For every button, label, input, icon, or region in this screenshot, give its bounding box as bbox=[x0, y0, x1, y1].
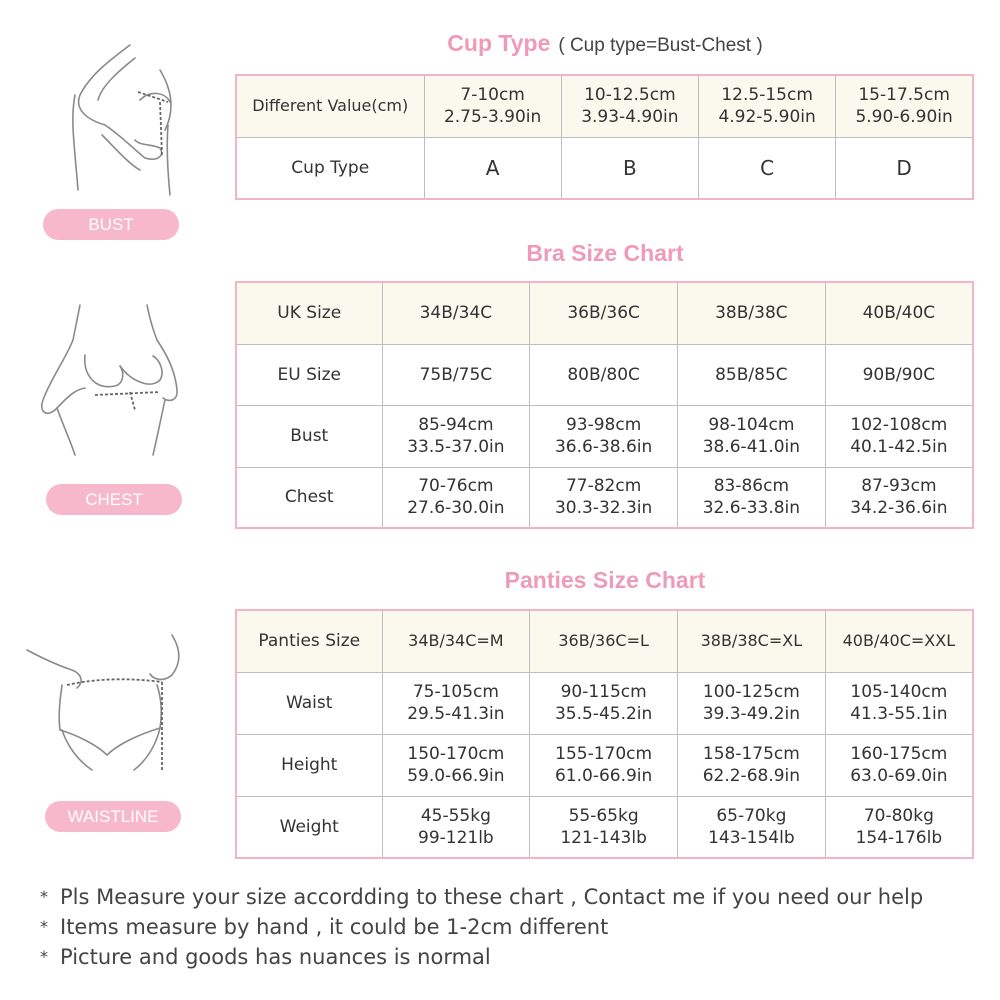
table-cell: D bbox=[836, 137, 973, 199]
table-row bbox=[236, 672, 973, 734]
table-cell: 40B/40C=XXL bbox=[825, 610, 973, 672]
table-cell: 85B/85C bbox=[678, 344, 826, 405]
table-row bbox=[236, 282, 973, 344]
note-item: * Picture and goods has nuances is normal bbox=[40, 942, 923, 972]
table-row bbox=[236, 467, 973, 528]
table-row bbox=[236, 137, 973, 199]
table-row bbox=[236, 344, 973, 405]
table-cell: 75B/75C bbox=[382, 344, 530, 405]
table-cell: 85-94cm 33.5-37.0in bbox=[382, 405, 530, 467]
row-label: Different Value(cm) bbox=[236, 75, 424, 137]
table-cell: 38B/38C bbox=[678, 282, 826, 344]
table-row bbox=[236, 734, 973, 796]
cup-type-subtitle: ( Cup type=Bust-Chest ) bbox=[558, 35, 763, 56]
table-cell: 38B/38C=XL bbox=[678, 610, 826, 672]
table-cell: 55-65kg 121-143lb bbox=[530, 796, 678, 858]
table-cell: 15-17.5cm 5.90-6.90in bbox=[836, 75, 973, 137]
table-row bbox=[236, 405, 973, 467]
table-cell: 70-80kg 154-176lb bbox=[825, 796, 973, 858]
table-cell: C bbox=[699, 137, 836, 199]
bust-badge: BUST bbox=[43, 209, 179, 240]
note-item: * Items measure by hand , it could be 1-2cm different bbox=[40, 912, 923, 942]
table-cell: 34B/34C bbox=[382, 282, 530, 344]
row-label: Bust bbox=[236, 405, 382, 467]
table-cell: 7-10cm 2.75-3.90in bbox=[424, 75, 561, 137]
bust-measure-figure bbox=[40, 40, 190, 200]
table-cell: 40B/40C bbox=[825, 282, 973, 344]
row-label: Height bbox=[236, 734, 382, 796]
table-row bbox=[236, 75, 973, 137]
panties-size-title: Panties Size Chart bbox=[504, 567, 706, 593]
table-cell: 160-175cm 63.0-69.0in bbox=[825, 734, 973, 796]
table-cell: 70-76cm 27.6-30.0in bbox=[382, 467, 530, 528]
table-cell: 87-93cm 34.2-36.6in bbox=[825, 467, 973, 528]
bra-size-title: Bra Size Chart bbox=[526, 240, 684, 266]
table-cell: 36B/36C bbox=[530, 282, 678, 344]
notes-list bbox=[40, 882, 923, 972]
bra-size-table bbox=[235, 281, 974, 529]
table-cell: 77-82cm 30.3-32.3in bbox=[530, 467, 678, 528]
table-cell: 105-140cm 41.3-55.1in bbox=[825, 672, 973, 734]
row-label: Panties Size bbox=[236, 610, 382, 672]
row-label: Waist bbox=[236, 672, 382, 734]
table-cell: 83-86cm 32.6-33.8in bbox=[678, 467, 826, 528]
table-cell: B bbox=[561, 137, 698, 199]
table-row bbox=[236, 610, 973, 672]
table-cell: 150-170cm 59.0-66.9in bbox=[382, 734, 530, 796]
table-cell: 90B/90C bbox=[825, 344, 973, 405]
table-cell: 98-104cm 38.6-41.0in bbox=[678, 405, 826, 467]
table-cell: 158-175cm 62.2-68.9in bbox=[678, 734, 826, 796]
table-cell: 93-98cm 36.6-38.6in bbox=[530, 405, 678, 467]
asterisk-icon: * bbox=[40, 947, 48, 966]
table-cell: 100-125cm 39.3-49.2in bbox=[678, 672, 826, 734]
table-cell: 10-12.5cm 3.93-4.90in bbox=[561, 75, 698, 137]
table-cell: 45-55kg 99-121lb bbox=[382, 796, 530, 858]
row-label: Weight bbox=[236, 796, 382, 858]
table-row bbox=[236, 796, 973, 858]
note-item: * Pls Measure your size accordding to these chart , Contact me if you need our help bbox=[40, 882, 923, 912]
waist-measure-figure bbox=[22, 630, 192, 780]
chest-measure-figure bbox=[35, 300, 185, 460]
waistline-badge: WAISTLINE bbox=[45, 801, 181, 832]
table-cell: 80B/80C bbox=[530, 344, 678, 405]
cup-type-table bbox=[235, 74, 974, 200]
row-label: EU Size bbox=[236, 344, 382, 405]
row-label: UK Size bbox=[236, 282, 382, 344]
chest-badge: CHEST bbox=[46, 484, 182, 515]
row-label: Cup Type bbox=[236, 137, 424, 199]
table-cell: 65-70kg 143-154lb bbox=[678, 796, 826, 858]
table-cell: A bbox=[424, 137, 561, 199]
table-cell: 12.5-15cm 4.92-5.90in bbox=[699, 75, 836, 137]
table-cell: 90-115cm 35.5-45.2in bbox=[530, 672, 678, 734]
table-cell: 36B/36C=L bbox=[530, 610, 678, 672]
panties-size-table bbox=[235, 609, 974, 859]
table-cell: 155-170cm 61.0-66.9in bbox=[530, 734, 678, 796]
cup-type-title bbox=[235, 30, 975, 57]
table-cell: 34B/34C=M bbox=[382, 610, 530, 672]
table-cell: 75-105cm 29.5-41.3in bbox=[382, 672, 530, 734]
asterisk-icon: * bbox=[40, 887, 48, 906]
row-label: Chest bbox=[236, 467, 382, 528]
asterisk-icon: * bbox=[40, 917, 48, 936]
table-cell: 102-108cm 40.1-42.5in bbox=[825, 405, 973, 467]
cup-type-heading: Cup Type bbox=[447, 30, 551, 56]
